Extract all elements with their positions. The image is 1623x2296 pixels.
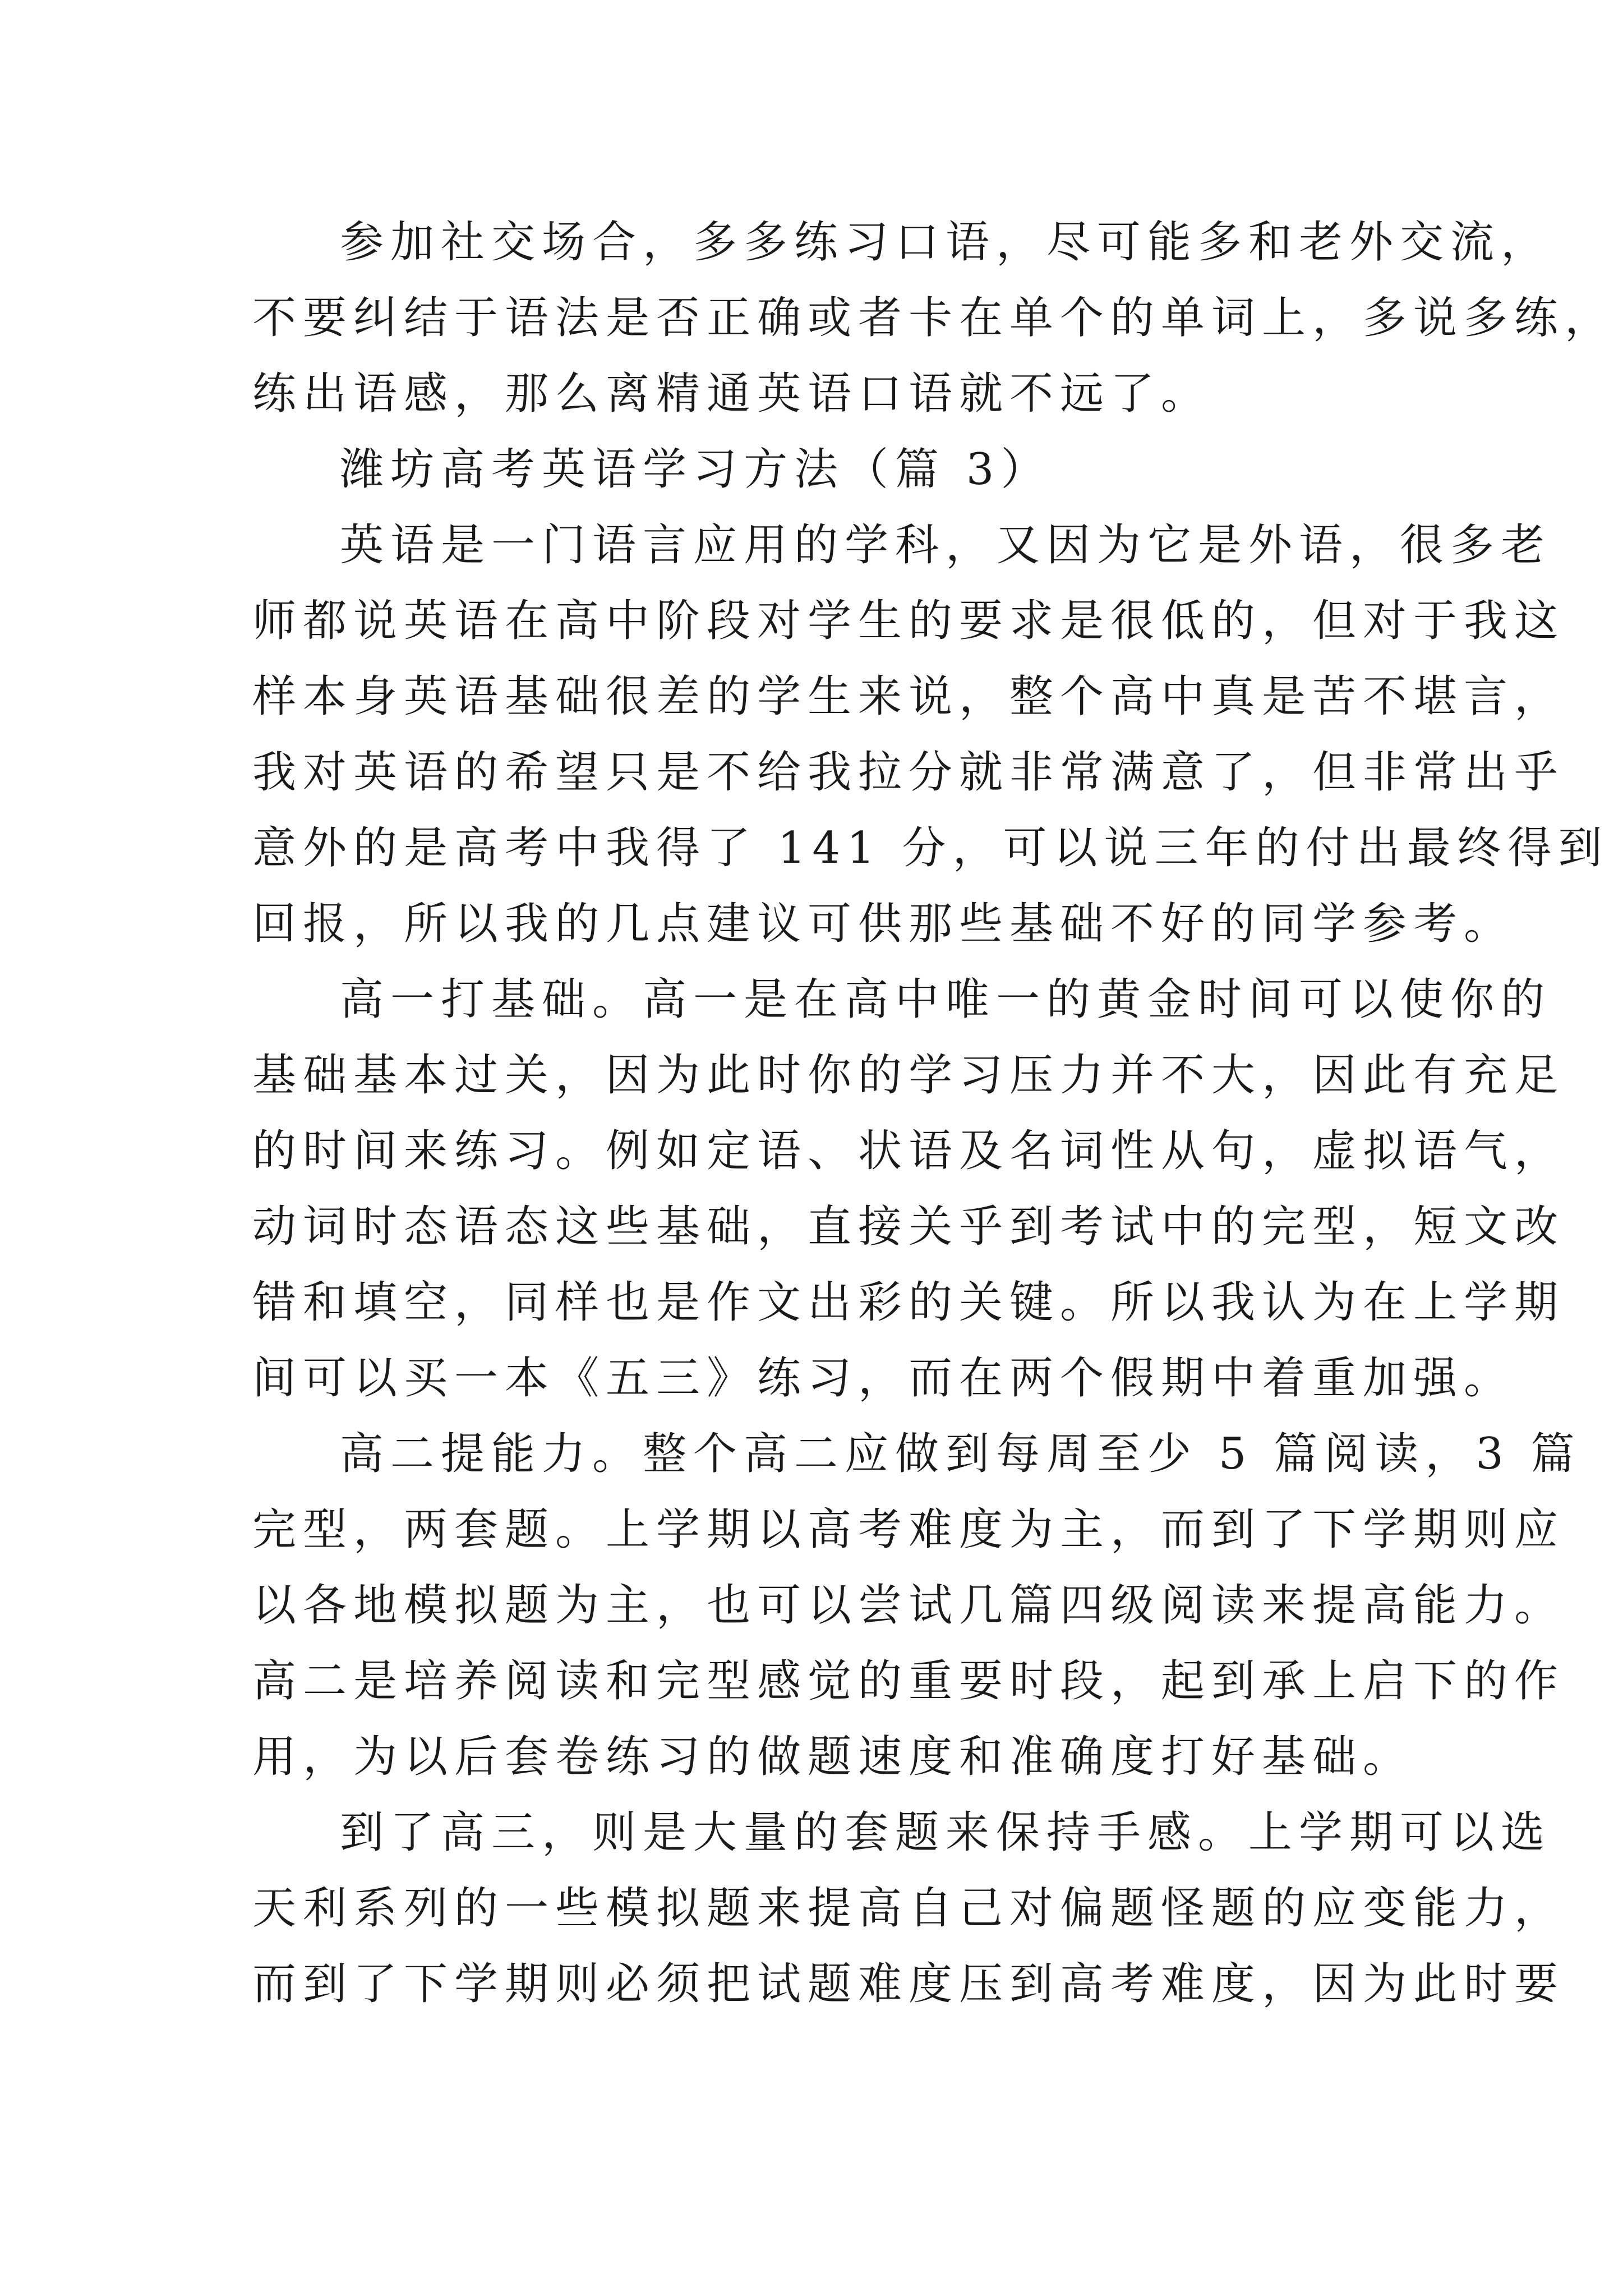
text-line: 基础基本过关，因为此时你的学习压力并不大，因此有充足 [252,1050,1565,1101]
heading-line: 潍坊高考英语学习方法（篇 3） [340,444,1052,495]
section-heading [252,432,1430,508]
text-line: 天利系列的一些模拟题来提高自己对偏题怪题的应变能力， [252,1883,1565,1934]
text-line: 回报，所以我的几点建议可供那些基础不好的同学参考。 [252,899,1515,949]
text-line: 不要纠结于语法是否正确或者卡在单个的单词上，多说多练， [252,293,1616,343]
text-line: 间可以买一本《五三》练习，而在两个假期中着重加强。 [252,1353,1515,1404]
text-line: 我对英语的希望只是不给我拉分就非常满意了，但非常出乎 [252,747,1565,798]
paragraph-grade-two [252,1416,1581,1795]
text-line: 高一打基础。高一是在高中唯一的黄金时间可以使你的 [340,974,1552,1025]
text-line: 动词时态语态这些基础，直接关乎到考试中的完型，短文改 [252,1202,1565,1252]
text-line: 用，为以后套卷练习的做题速度和准确度打好基础。 [252,1732,1414,1782]
text-line: 以各地模拟题为主，也可以尝试几篇四级阅读来提高能力。 [252,1580,1565,1631]
paragraph-grade-three [252,1795,1565,2022]
paragraph-intro [252,508,1609,962]
text-line: 错和填空，同样也是作文出彩的关键。所以我认为在上学期 [252,1277,1565,1328]
text-line: 英语是一门语言应用的学科，又因为它是外语，很多老 [340,520,1552,570]
text-line: 完型，两套题。上学期以高考难度为主，而到了下学期则应 [252,1504,1565,1555]
text-line: 的时间来练习。例如定语、状语及名词性从句，虚拟语气， [252,1126,1565,1176]
text-line: 样本身英语基础很差的学生来说，整个高中真是苦不堪言， [252,671,1565,722]
document-body [252,205,1616,2022]
text-line: 而到了下学期则必须把试题难度压到高考难度，因为此时要 [252,1959,1565,2009]
text-line: 到了高三，则是大量的套题来保持手感。上学期可以选 [340,1807,1552,1858]
text-line: 练出语感，那么离精通英语口语就不远了。 [252,369,1212,419]
text-line: 参加社交场合，多多练习口语，尽可能多和老外交流， [340,217,1552,268]
text-line: 高二是培养阅读和完型感觉的重要时段，起到承上启下的作 [252,1656,1565,1706]
text-line: 师都说英语在高中阶段对学生的要求是很低的，但对于我这 [252,596,1565,646]
text-line: 意外的是高考中我得了 141 分，可以说三年的付出最终得到 [252,823,1609,873]
paragraph-grade-one [252,962,1565,1416]
paragraph-social-practice [252,205,1616,432]
text-line: 高二提能力。整个高二应做到每周至少 5 篇阅读，3 篇 [340,1429,1581,1479]
